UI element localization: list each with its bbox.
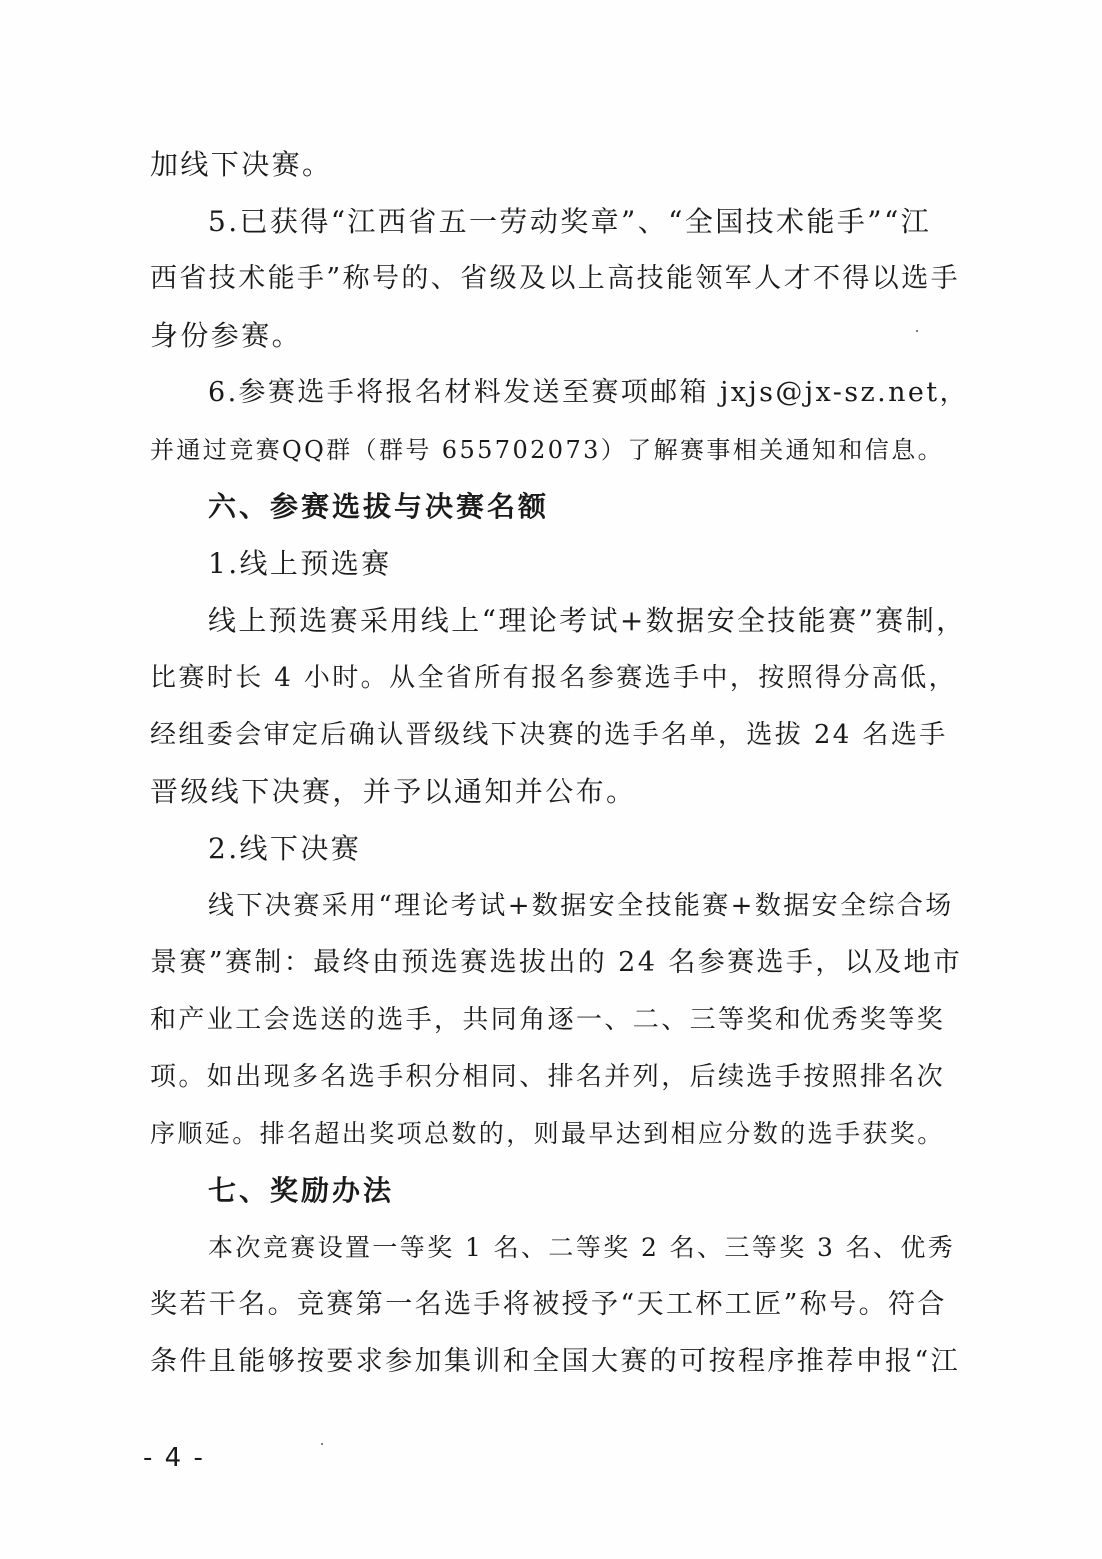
text-line: 本次竞赛设置一等奖 1 名、二等奖 2 名、三等奖 3 名、优秀 bbox=[208, 1233, 956, 1262]
text-line: 晋级线下决赛，并予以通知并公布。 bbox=[150, 775, 637, 808]
text-line: 景赛”赛制：最终由预选赛选拔出的 24 名参赛选手，以及地市 bbox=[150, 947, 963, 978]
text-line: 5.已获得“江西省五一劳动奖章”、“全国技术能手”“江 bbox=[208, 205, 932, 238]
subsection-heading: 2.线下决赛 bbox=[208, 832, 362, 865]
text-line: 序顺延。排名超出奖项总数的，则最早达到相应分数的选手获奖。 bbox=[150, 1119, 945, 1148]
text-line: 6.参赛选手将报名材料发送至赛项邮箱 jxjs@jx-sz.net， bbox=[208, 377, 969, 408]
text-line: 比赛时长 4 小时。从全省所有报名参赛选手中，按照得分高低， bbox=[150, 663, 958, 693]
text-line: 身份参赛。 bbox=[150, 319, 303, 352]
text-line: 线下决赛采用“理论考试+数据安全技能赛+数据安全综合场 bbox=[208, 891, 954, 921]
text-line: 条件且能够按要求参加集训和全国大赛的可按程序推荐申报“江 bbox=[150, 1346, 961, 1377]
scan-speck bbox=[321, 1443, 323, 1445]
text-line: 并通过竞赛QQ群（群号 655702073）了解赛事相关通知和信息。 bbox=[150, 436, 945, 464]
page-number: - 4 - bbox=[143, 1443, 205, 1473]
text-line: 线上预选赛采用线上“理论考试+数据安全技能赛”赛制， bbox=[208, 604, 967, 637]
text-line: 加线下决赛。 bbox=[150, 148, 333, 181]
text-line: 西省技术能手”称号的、省级及以上高技能领军人才不得以选手 bbox=[150, 263, 961, 294]
text-line: 奖若干名。竞赛第一名选手将被授予“天工杯工匠”称号。符合 bbox=[150, 1289, 947, 1320]
section-heading: 七、奖励办法 bbox=[208, 1174, 395, 1207]
text-line: 经组委会审定后确认晋级线下决赛的选手名单，选拔 24 名选手 bbox=[150, 720, 948, 750]
text-line: 和产业工会选送的选手，共同角逐一、二、三等奖和优秀奖等奖 bbox=[150, 1005, 946, 1035]
text-line: 项。如出现多名选手积分相同、排名并列，后续选手按照排名次 bbox=[150, 1062, 946, 1092]
scan-speck bbox=[916, 330, 918, 332]
subsection-heading: 1.线上预选赛 bbox=[208, 547, 392, 580]
section-heading: 六、参赛选拔与决赛名额 bbox=[208, 490, 550, 523]
